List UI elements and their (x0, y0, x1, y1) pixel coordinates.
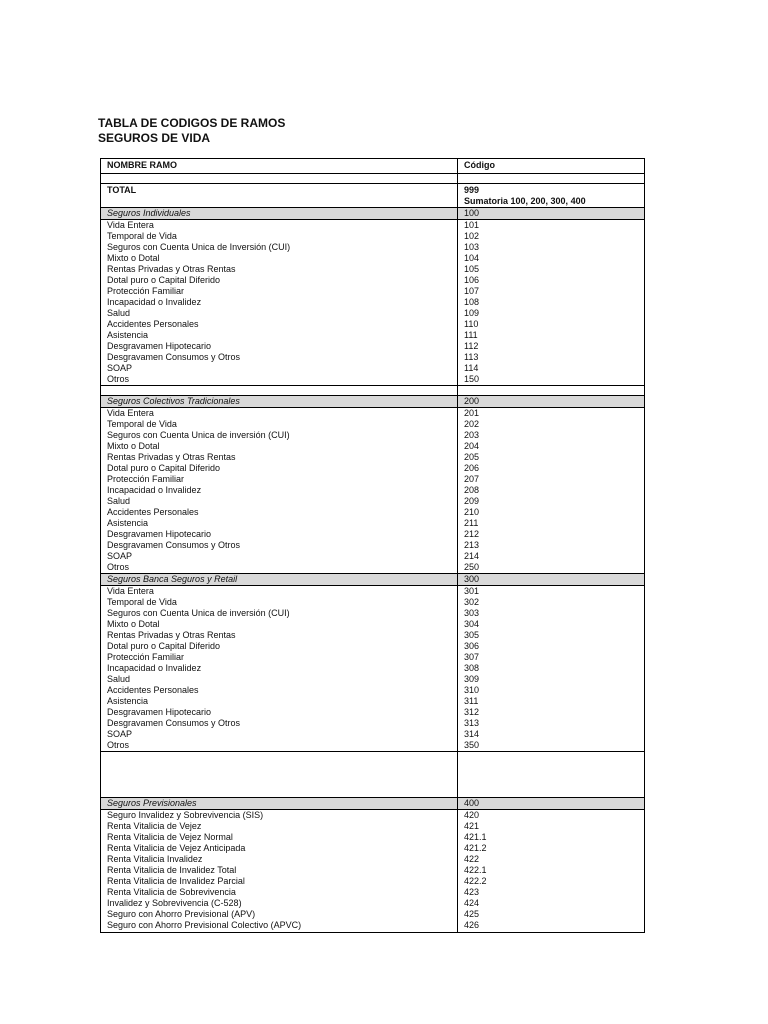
ramo-code-cell: 104 (458, 253, 645, 264)
ramo-name-cell: Desgravamen Hipotecario (101, 529, 458, 540)
table-row (101, 463, 645, 474)
ramo-code-cell: 313 (458, 718, 645, 729)
table-row (101, 196, 645, 208)
ramo-code-cell: 206 (458, 463, 645, 474)
ramo-code-cell: 203 (458, 430, 645, 441)
ramo-name-cell: Invalidez y Sobrevivencia (C-528) (101, 898, 458, 909)
table-row (101, 865, 645, 876)
ramo-code-cell: 422.2 (458, 876, 645, 887)
ramo-code-cell: 208 (458, 485, 645, 496)
codes-table-body (101, 159, 645, 933)
ramo-name-cell: Temporal de Vida (101, 419, 458, 430)
ramo-name-cell: Protección Familiar (101, 652, 458, 663)
ramo-name-cell: Temporal de Vida (101, 231, 458, 242)
table-row (101, 184, 645, 197)
ramo-code-cell: 303 (458, 608, 645, 619)
ramo-name-cell: Mixto o Dotal (101, 619, 458, 630)
ramo-name-cell: Desgravamen Hipotecario (101, 341, 458, 352)
table-row (101, 674, 645, 685)
ramo-code-cell: 211 (458, 518, 645, 529)
table-row (101, 507, 645, 518)
table-row (101, 876, 645, 887)
table-row (101, 619, 645, 630)
ramo-name-cell: Salud (101, 496, 458, 507)
ramo-code-cell: 205 (458, 452, 645, 463)
ramo-code-cell: 150 (458, 374, 645, 386)
ramo-name-cell: Renta Vitalicia de Invalidez Total (101, 865, 458, 876)
ramo-code-cell: 200 (458, 396, 645, 408)
table-row (101, 386, 645, 396)
ramo-code-cell: 308 (458, 663, 645, 674)
ramo-code-cell: 111 (458, 330, 645, 341)
codes-table (100, 158, 645, 933)
table-row (101, 843, 645, 854)
table-row (101, 174, 645, 184)
table-row (101, 341, 645, 352)
ramo-code-cell: 300 (458, 574, 645, 586)
ramo-name-cell: Incapacidad o Invalidez (101, 663, 458, 674)
ramo-name-cell: Rentas Privadas y Otras Rentas (101, 264, 458, 275)
ramo-code-cell: 421.1 (458, 832, 645, 843)
ramo-name-cell: Seguros Banca Seguros y Retail (101, 574, 458, 586)
ramo-name-cell: Asistencia (101, 518, 458, 529)
table-row (101, 608, 645, 619)
table-row (101, 297, 645, 308)
ramo-code-cell: 425 (458, 909, 645, 920)
ramo-code-cell: Sumatoria 100, 200, 300, 400 (458, 196, 645, 208)
ramo-name-cell: Seguros con Cuenta Unica de Inversión (CUI) (101, 242, 458, 253)
table-row (101, 242, 645, 253)
table-row (101, 752, 645, 798)
ramo-code-cell: 423 (458, 887, 645, 898)
ramo-name-cell: Temporal de Vida (101, 597, 458, 608)
table-row (101, 898, 645, 909)
table-row (101, 485, 645, 496)
ramo-name-cell: Dotal puro o Capital Diferido (101, 275, 458, 286)
table-row (101, 663, 645, 674)
table-row (101, 474, 645, 485)
ramo-code-cell: 999 (458, 184, 645, 197)
table-row (101, 597, 645, 608)
table-header-row (101, 159, 645, 174)
ramo-name-cell (101, 386, 458, 396)
ramo-code-cell: 426 (458, 920, 645, 933)
table-row (101, 319, 645, 330)
ramo-code-cell: 310 (458, 685, 645, 696)
table-row (101, 419, 645, 430)
ramo-name-cell: Accidentes Personales (101, 319, 458, 330)
ramo-code-cell: 309 (458, 674, 645, 685)
table-row (101, 586, 645, 598)
ramo-code-cell: 100 (458, 208, 645, 220)
ramo-name-cell: Dotal puro o Capital Diferido (101, 463, 458, 474)
ramo-code-cell (458, 386, 645, 396)
ramo-name-cell: SOAP (101, 363, 458, 374)
document-title: TABLA DE CODIGOS DE RAMOS (98, 116, 286, 130)
table-row (101, 551, 645, 562)
ramo-code-cell: 421 (458, 821, 645, 832)
ramo-name-cell: Accidentes Personales (101, 507, 458, 518)
ramo-code-cell: 420 (458, 810, 645, 822)
ramo-code-cell: 201 (458, 408, 645, 420)
ramo-code-cell: 314 (458, 729, 645, 740)
section-row (101, 574, 645, 586)
ramo-name-cell: Seguros Previsionales (101, 798, 458, 810)
ramo-name-cell: Otros (101, 374, 458, 386)
table-row (101, 641, 645, 652)
ramo-name-cell: Vida Entera (101, 220, 458, 232)
ramo-name-cell: Accidentes Personales (101, 685, 458, 696)
ramo-code-cell: 422.1 (458, 865, 645, 876)
ramo-code-cell: 213 (458, 540, 645, 551)
ramo-code-cell: 107 (458, 286, 645, 297)
ramo-code-cell: 209 (458, 496, 645, 507)
table-row (101, 740, 645, 752)
ramo-name-cell: Seguro con Ahorro Previsional (APV) (101, 909, 458, 920)
ramo-code-cell (458, 752, 645, 798)
ramo-code-cell: 304 (458, 619, 645, 630)
table-row (101, 652, 645, 663)
ramo-name-cell: Renta Vitalicia de Invalidez Parcial (101, 876, 458, 887)
ramo-name-cell: Incapacidad o Invalidez (101, 297, 458, 308)
ramo-name-cell: Renta Vitalicia de Vejez Normal (101, 832, 458, 843)
ramo-name-cell: Otros (101, 740, 458, 752)
ramo-name-cell (101, 196, 458, 208)
ramo-code-cell: 106 (458, 275, 645, 286)
table-row (101, 696, 645, 707)
table-row (101, 887, 645, 898)
section-row (101, 798, 645, 810)
table-row (101, 430, 645, 441)
table-row (101, 729, 645, 740)
ramo-code-cell (458, 174, 645, 184)
table-row (101, 352, 645, 363)
ramo-name-cell: Seguro Invalidez y Sobrevivencia (SIS) (101, 810, 458, 822)
table-row (101, 562, 645, 574)
ramo-code-cell: 109 (458, 308, 645, 319)
table-row (101, 920, 645, 933)
ramo-code-cell: 312 (458, 707, 645, 718)
ramo-code-cell: 101 (458, 220, 645, 232)
table-row (101, 452, 645, 463)
ramo-code-cell: 301 (458, 586, 645, 598)
table-row (101, 685, 645, 696)
ramo-code-cell: 307 (458, 652, 645, 663)
ramo-name-cell: Salud (101, 674, 458, 685)
ramo-name-cell: Rentas Privadas y Otras Rentas (101, 630, 458, 641)
ramo-name-cell: Protección Familiar (101, 474, 458, 485)
table-row (101, 529, 645, 540)
ramo-code-cell: 204 (458, 441, 645, 452)
table-row (101, 832, 645, 843)
table-row (101, 231, 645, 242)
ramo-name-cell: Incapacidad o Invalidez (101, 485, 458, 496)
table-row (101, 275, 645, 286)
table-row (101, 810, 645, 822)
table-row (101, 363, 645, 374)
ramo-name-cell: Renta Vitalicia de Vejez (101, 821, 458, 832)
ramo-code-cell: 113 (458, 352, 645, 363)
ramo-name-cell: Seguros Individuales (101, 208, 458, 220)
ramo-name-cell: Mixto o Dotal (101, 441, 458, 452)
ramo-name-cell: Seguros con Cuenta Unica de inversión (CUI) (101, 608, 458, 619)
table-row (101, 496, 645, 507)
table-row (101, 408, 645, 420)
table-row (101, 821, 645, 832)
ramo-name-cell (101, 174, 458, 184)
ramo-code-cell: 102 (458, 231, 645, 242)
ramo-name-cell: Desgravamen Consumos y Otros (101, 352, 458, 363)
table-row (101, 441, 645, 452)
ramo-code-cell: 210 (458, 507, 645, 518)
document-title-block (98, 116, 285, 146)
table-row (101, 540, 645, 551)
ramo-name-cell: Vida Entera (101, 586, 458, 598)
ramo-code-cell: 422 (458, 854, 645, 865)
ramo-code-cell: 207 (458, 474, 645, 485)
table-row (101, 374, 645, 386)
ramo-code-cell: 212 (458, 529, 645, 540)
ramo-code-cell: 400 (458, 798, 645, 810)
header-code-cell: Código (458, 159, 645, 174)
ramo-name-cell: TOTAL (101, 184, 458, 197)
ramo-code-cell: 105 (458, 264, 645, 275)
ramo-name-cell: Seguros Colectivos Tradicionales (101, 396, 458, 408)
table-row (101, 630, 645, 641)
section-row (101, 396, 645, 408)
ramo-name-cell: Desgravamen Hipotecario (101, 707, 458, 718)
table-row (101, 707, 645, 718)
ramo-name-cell: Vida Entera (101, 408, 458, 420)
ramo-name-cell: Desgravamen Consumos y Otros (101, 540, 458, 551)
ramo-name-cell: Protección Familiar (101, 286, 458, 297)
ramo-code-cell: 421.2 (458, 843, 645, 854)
ramo-name-cell: Seguros con Cuenta Unica de inversión (CUI) (101, 430, 458, 441)
table-row (101, 909, 645, 920)
ramo-code-cell: 112 (458, 341, 645, 352)
table-row (101, 330, 645, 341)
ramo-name-cell: Rentas Privadas y Otras Rentas (101, 452, 458, 463)
ramo-name-cell (101, 752, 458, 798)
ramo-name-cell: Mixto o Dotal (101, 253, 458, 264)
table-row (101, 518, 645, 529)
ramo-code-cell: 350 (458, 740, 645, 752)
ramo-name-cell: Dotal puro o Capital Diferido (101, 641, 458, 652)
ramo-code-cell: 103 (458, 242, 645, 253)
ramo-code-cell: 424 (458, 898, 645, 909)
ramo-name-cell: Desgravamen Consumos y Otros (101, 718, 458, 729)
ramo-name-cell: Salud (101, 308, 458, 319)
ramo-code-cell: 214 (458, 551, 645, 562)
ramo-code-cell: 302 (458, 597, 645, 608)
ramo-name-cell: Renta Vitalicia de Sobrevivencia (101, 887, 458, 898)
table-row (101, 220, 645, 232)
ramo-name-cell: Seguro con Ahorro Previsional Colectivo (APVC) (101, 920, 458, 933)
ramo-name-cell: Renta Vitalicia de Vejez Anticipada (101, 843, 458, 854)
ramo-code-cell: 114 (458, 363, 645, 374)
header-name-cell: NOMBRE RAMO (101, 159, 458, 174)
ramo-name-cell: Renta Vitalicia Invalidez (101, 854, 458, 865)
table-row (101, 264, 645, 275)
ramo-code-cell: 306 (458, 641, 645, 652)
ramo-name-cell: Asistencia (101, 330, 458, 341)
ramo-code-cell: 305 (458, 630, 645, 641)
section-row (101, 208, 645, 220)
table-row (101, 854, 645, 865)
table-row (101, 253, 645, 264)
ramo-code-cell: 110 (458, 319, 645, 330)
ramo-code-cell: 108 (458, 297, 645, 308)
ramo-code-cell: 202 (458, 419, 645, 430)
table-row (101, 718, 645, 729)
ramo-name-cell: SOAP (101, 729, 458, 740)
ramo-code-cell: 250 (458, 562, 645, 574)
table-row (101, 286, 645, 297)
ramo-name-cell: Otros (101, 562, 458, 574)
table-row (101, 308, 645, 319)
ramo-name-cell: SOAP (101, 551, 458, 562)
document-subtitle: SEGUROS DE VIDA (98, 131, 211, 145)
ramo-code-cell: 311 (458, 696, 645, 707)
ramo-name-cell: Asistencia (101, 696, 458, 707)
